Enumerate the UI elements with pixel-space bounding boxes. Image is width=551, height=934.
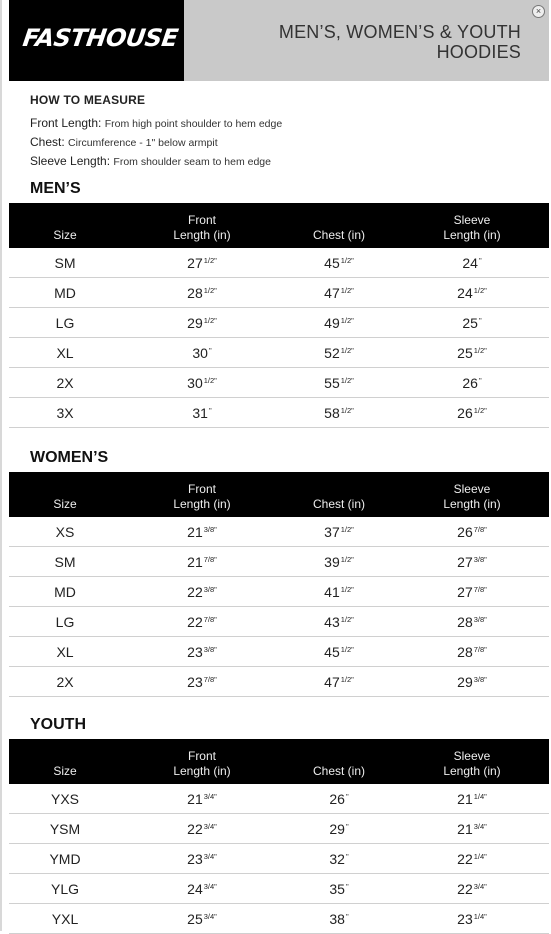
cell-size: YLG	[9, 874, 121, 904]
cell-front-length-whole: 22	[187, 820, 203, 837]
cell-chest-fraction: "	[345, 881, 349, 891]
col-size-label: Size	[53, 764, 77, 778]
cell-front-length	[121, 874, 283, 904]
cell-sleeve-length	[395, 904, 549, 934]
cell-sleeve-length-fraction: 3/8"	[473, 674, 487, 684]
cell-sleeve-length-whole: 28	[457, 643, 473, 660]
col-sleeve-length	[395, 739, 549, 784]
col-sleeve-line-2: Length (in)	[443, 228, 501, 242]
cell-front-length	[121, 814, 283, 844]
col-chest-label: Chest (in)	[312, 497, 365, 511]
cell-size: MD	[9, 577, 121, 607]
cell-front-length-fraction: 3/8"	[203, 644, 217, 654]
cell-sleeve-length-whole: 26	[462, 374, 478, 391]
cell-sleeve-length-fraction: "	[478, 315, 482, 325]
table-row	[9, 667, 549, 697]
table-row	[9, 338, 549, 368]
cell-size: LG	[9, 308, 121, 338]
cell-sleeve-length-whole: 27	[457, 553, 473, 570]
cell-chest-whole: 47	[324, 284, 340, 301]
sleeve-length-desc: From shoulder seam to hem edge	[113, 156, 271, 168]
cell-size: 2X	[9, 667, 121, 697]
cell-chest-fraction: 1/2"	[340, 285, 354, 295]
cell-size: YXL	[9, 904, 121, 934]
col-size-label: Size	[53, 228, 77, 242]
cell-chest	[283, 368, 395, 398]
page-title	[279, 22, 521, 62]
cell-chest	[283, 398, 395, 428]
cell-front-length-whole: 23	[187, 850, 203, 867]
cell-sleeve-length	[395, 637, 549, 667]
cell-sleeve-length	[395, 338, 549, 368]
cell-front-length-fraction: 3/4"	[203, 881, 217, 891]
cell-chest	[283, 814, 395, 844]
cell-chest-fraction: "	[345, 821, 349, 831]
cell-sleeve-length-fraction: 1/4"	[473, 791, 487, 801]
cell-front-length	[121, 338, 283, 368]
section-title: MEN’S	[30, 180, 81, 197]
table-header	[9, 739, 549, 784]
cell-front-length-whole: 22	[187, 583, 203, 600]
cell-sleeve-length	[395, 814, 549, 844]
cell-front-length-fraction: 7/8"	[203, 674, 217, 684]
cell-chest-fraction: 1/2"	[340, 584, 354, 594]
cell-front-length-fraction: 3/4"	[203, 791, 217, 801]
cell-size: XL	[9, 338, 121, 368]
cell-size: XS	[9, 517, 121, 547]
cell-front-length-whole: 25	[187, 910, 203, 927]
cell-chest-fraction: 1/2"	[340, 554, 354, 564]
table-row	[9, 278, 549, 308]
cell-front-length-whole: 27	[187, 254, 203, 271]
table-header	[9, 203, 549, 248]
cell-sleeve-length	[395, 278, 549, 308]
cell-front-length-fraction: 1/2"	[203, 315, 217, 325]
col-chest	[283, 472, 395, 517]
sleeve-length-label: Sleeve Length:	[30, 154, 111, 168]
cell-chest-fraction: 1/2"	[340, 614, 354, 624]
cell-sleeve-length-whole: 22	[457, 850, 473, 867]
cell-size: YMD	[9, 844, 121, 874]
cell-sleeve-length-whole: 27	[457, 583, 473, 600]
cell-sleeve-length-fraction: 3/4"	[473, 821, 487, 831]
page-title-line-2: HOODIES	[436, 42, 521, 62]
front-length-instruction	[30, 114, 530, 133]
cell-chest-whole: 58	[324, 404, 340, 421]
table-row	[9, 784, 549, 814]
header-banner	[9, 0, 549, 81]
cell-front-length	[121, 547, 283, 577]
page-left-border	[0, 0, 2, 931]
cell-front-length	[121, 667, 283, 697]
cell-chest-whole: 45	[324, 254, 340, 271]
col-sleeve-line-2: Length (in)	[443, 497, 501, 511]
cell-chest-whole: 39	[324, 553, 340, 570]
cell-sleeve-length	[395, 308, 549, 338]
col-size-label: Size	[53, 497, 77, 511]
cell-chest	[283, 784, 395, 814]
cell-front-length	[121, 517, 283, 547]
cell-sleeve-length-fraction: 7/8"	[473, 584, 487, 594]
cell-front-length	[121, 904, 283, 934]
col-front-line-2: Length (in)	[173, 497, 231, 511]
chest-label: Chest:	[30, 135, 65, 149]
cell-sleeve-length-whole: 25	[457, 344, 473, 361]
cell-front-length-whole: 24	[187, 880, 203, 897]
cell-front-length-fraction: "	[208, 345, 212, 355]
section-title: WOMEN’S	[30, 449, 109, 466]
cell-chest-whole: 35	[329, 880, 345, 897]
cell-sleeve-length	[395, 248, 549, 278]
cell-sleeve-length	[395, 667, 549, 697]
cell-front-length-fraction: 7/8"	[203, 554, 217, 564]
cell-sleeve-length	[395, 398, 549, 428]
cell-sleeve-length-whole: 26	[457, 404, 473, 421]
cell-sleeve-length	[395, 517, 549, 547]
col-front-line-1: Front	[187, 213, 216, 227]
cell-chest-fraction: 1/2"	[340, 255, 354, 265]
cell-front-length-whole: 23	[187, 643, 203, 660]
cell-chest-whole: 29	[329, 820, 345, 837]
cell-chest	[283, 547, 395, 577]
cell-sleeve-length	[395, 844, 549, 874]
cell-sleeve-length-fraction: 3/8"	[473, 614, 487, 624]
col-sleeve-length	[395, 203, 549, 248]
cell-sleeve-length-whole: 21	[457, 820, 473, 837]
cell-chest	[283, 874, 395, 904]
col-chest	[283, 203, 395, 248]
front-length-label: Front Length:	[30, 116, 102, 130]
cell-chest-fraction: 1/2"	[340, 405, 354, 415]
cell-sleeve-length-fraction: "	[478, 255, 482, 265]
cell-chest-whole: 49	[324, 314, 340, 331]
cell-front-length	[121, 844, 283, 874]
table-row	[9, 398, 549, 428]
cell-sleeve-length	[395, 874, 549, 904]
cell-front-length-fraction: 3/8"	[203, 524, 217, 534]
cell-sleeve-length-whole: 21	[457, 790, 473, 807]
col-chest-label: Chest (in)	[312, 764, 365, 778]
cell-chest-fraction: 1/2"	[340, 674, 354, 684]
cell-sleeve-length-fraction: 1/4"	[473, 851, 487, 861]
cell-size: 3X	[9, 398, 121, 428]
cell-front-length-whole: 23	[187, 673, 203, 690]
table-row	[9, 248, 549, 278]
cell-chest	[283, 248, 395, 278]
cell-front-length	[121, 784, 283, 814]
cell-chest-fraction: 1/2"	[340, 315, 354, 325]
cell-front-length	[121, 607, 283, 637]
cell-chest-whole: 41	[324, 583, 340, 600]
size-table	[9, 472, 549, 697]
section-title: YOUTH	[30, 716, 86, 733]
cell-chest-whole: 43	[324, 613, 340, 630]
cell-chest	[283, 904, 395, 934]
table-row	[9, 368, 549, 398]
cell-size: 2X	[9, 368, 121, 398]
cell-front-length-fraction: "	[208, 405, 212, 415]
col-front-length	[121, 739, 283, 784]
cell-sleeve-length-fraction: 1/2"	[473, 345, 487, 355]
col-chest-label: Chest (in)	[312, 228, 365, 242]
cell-sleeve-length	[395, 368, 549, 398]
cell-sleeve-length-fraction: 7/8"	[473, 644, 487, 654]
title-panel	[184, 0, 549, 81]
cell-sleeve-length-fraction: 1/2"	[473, 405, 487, 415]
cell-front-length-whole: 21	[187, 553, 203, 570]
cell-chest	[283, 667, 395, 697]
sleeve-length-instruction	[30, 152, 530, 171]
cell-sleeve-length-whole: 22	[457, 880, 473, 897]
cell-front-length	[121, 248, 283, 278]
table-row	[9, 904, 549, 934]
cell-sleeve-length	[395, 607, 549, 637]
cell-sleeve-length-whole: 26	[457, 523, 473, 540]
table-row	[9, 547, 549, 577]
table-row	[9, 607, 549, 637]
cell-size: SM	[9, 248, 121, 278]
col-chest	[283, 739, 395, 784]
chest-instruction	[30, 133, 530, 152]
brand-logo	[9, 0, 184, 81]
cell-sleeve-length-fraction: 1/2"	[473, 285, 487, 295]
chest-desc: Circumference - 1" below armpit	[68, 137, 218, 149]
cell-chest	[283, 577, 395, 607]
table-row	[9, 814, 549, 844]
cell-chest-whole: 26	[329, 790, 345, 807]
col-front-line-1: Front	[187, 482, 216, 496]
cell-chest-fraction: 1/2"	[340, 524, 354, 534]
cell-chest-whole: 45	[324, 643, 340, 660]
cell-sleeve-length-fraction: 3/4"	[473, 881, 487, 891]
col-size	[9, 472, 121, 517]
cell-front-length-whole: 31	[192, 404, 208, 421]
col-front-line-2: Length (in)	[173, 228, 231, 242]
cell-sleeve-length-fraction: 1/4"	[473, 911, 487, 921]
how-to-measure	[30, 93, 530, 171]
col-sleeve-line-2: Length (in)	[443, 764, 501, 778]
cell-chest-fraction: 1/2"	[340, 644, 354, 654]
cell-size: MD	[9, 278, 121, 308]
cell-front-length-fraction: 1/2"	[203, 285, 217, 295]
cell-front-length	[121, 308, 283, 338]
cell-size: YXS	[9, 784, 121, 814]
cell-front-length-fraction: 3/4"	[203, 911, 217, 921]
cell-sleeve-length	[395, 577, 549, 607]
cell-front-length-fraction: 3/8"	[203, 584, 217, 594]
cell-sleeve-length-fraction: 3/8"	[473, 554, 487, 564]
cell-chest-fraction: 1/2"	[340, 375, 354, 385]
page-title-line-1: MEN’S, WOMEN’S & YOUTH	[278, 22, 521, 42]
cell-chest-whole: 55	[324, 374, 340, 391]
cell-front-length	[121, 637, 283, 667]
col-sleeve-line-1: Sleeve	[453, 749, 491, 763]
cell-chest-whole: 38	[329, 910, 345, 927]
cell-size: SM	[9, 547, 121, 577]
cell-chest-fraction: "	[345, 911, 349, 921]
cell-front-length-fraction: 7/8"	[203, 614, 217, 624]
cell-sleeve-length-whole: 29	[457, 673, 473, 690]
cell-chest	[283, 844, 395, 874]
cell-front-length-whole: 29	[187, 314, 203, 331]
col-front-length	[121, 203, 283, 248]
cell-front-length-whole: 30	[187, 374, 203, 391]
cell-sleeve-length	[395, 547, 549, 577]
cell-size: YSM	[9, 814, 121, 844]
cell-sleeve-length-whole: 24	[462, 254, 478, 271]
col-front-line-1: Front	[187, 749, 216, 763]
cell-front-length-fraction: 3/4"	[203, 821, 217, 831]
cell-chest-fraction: "	[345, 851, 349, 861]
table-row	[9, 844, 549, 874]
table-row	[9, 517, 549, 547]
cell-chest-whole: 37	[324, 523, 340, 540]
col-front-length	[121, 472, 283, 517]
cell-sleeve-length-whole: 25	[462, 314, 478, 331]
cell-front-length-whole: 21	[187, 790, 203, 807]
cell-chest-fraction: "	[345, 791, 349, 801]
cell-chest	[283, 308, 395, 338]
how-to-measure-title: HOW TO MEASURE	[30, 93, 146, 107]
table-row	[9, 637, 549, 667]
cell-chest	[283, 517, 395, 547]
col-size	[9, 203, 121, 248]
cell-chest-whole: 32	[329, 850, 345, 867]
col-sleeve-line-1: Sleeve	[453, 482, 491, 496]
col-front-line-2: Length (in)	[173, 764, 231, 778]
cell-sleeve-length-whole: 24	[457, 284, 473, 301]
cell-sleeve-length-fraction: 7/8"	[473, 524, 487, 534]
col-size	[9, 739, 121, 784]
cell-chest	[283, 607, 395, 637]
cell-front-length-whole: 28	[187, 284, 203, 301]
cell-chest	[283, 278, 395, 308]
table-row	[9, 577, 549, 607]
cell-chest-whole: 47	[324, 673, 340, 690]
table-row	[9, 308, 549, 338]
cell-sleeve-length-whole: 28	[457, 613, 473, 630]
cell-sleeve-length	[395, 784, 549, 814]
table-header	[9, 472, 549, 517]
size-table	[9, 203, 549, 428]
col-sleeve-line-1: Sleeve	[453, 213, 491, 227]
close-icon[interactable]: ×	[532, 5, 545, 18]
cell-front-length	[121, 577, 283, 607]
cell-sleeve-length-fraction: "	[478, 375, 482, 385]
cell-size: XL	[9, 637, 121, 667]
cell-front-length-fraction: 3/4"	[203, 851, 217, 861]
brand-logo-text: FASTHOUSE	[21, 24, 180, 52]
cell-front-length-whole: 21	[187, 523, 203, 540]
cell-size: LG	[9, 607, 121, 637]
cell-front-length-fraction: 1/2"	[203, 255, 217, 265]
cell-front-length-whole: 22	[187, 613, 203, 630]
cell-chest	[283, 338, 395, 368]
cell-chest	[283, 637, 395, 667]
cell-front-length	[121, 278, 283, 308]
cell-sleeve-length-whole: 23	[457, 910, 473, 927]
cell-front-length-whole: 30	[192, 344, 208, 361]
size-table	[9, 739, 549, 934]
cell-chest-whole: 52	[324, 344, 340, 361]
cell-front-length	[121, 368, 283, 398]
cell-front-length	[121, 398, 283, 428]
table-row	[9, 874, 549, 904]
cell-chest-fraction: 1/2"	[340, 345, 354, 355]
front-length-desc: From high point shoulder to hem edge	[104, 118, 283, 130]
col-sleeve-length	[395, 472, 549, 517]
cell-front-length-fraction: 1/2"	[203, 375, 217, 385]
